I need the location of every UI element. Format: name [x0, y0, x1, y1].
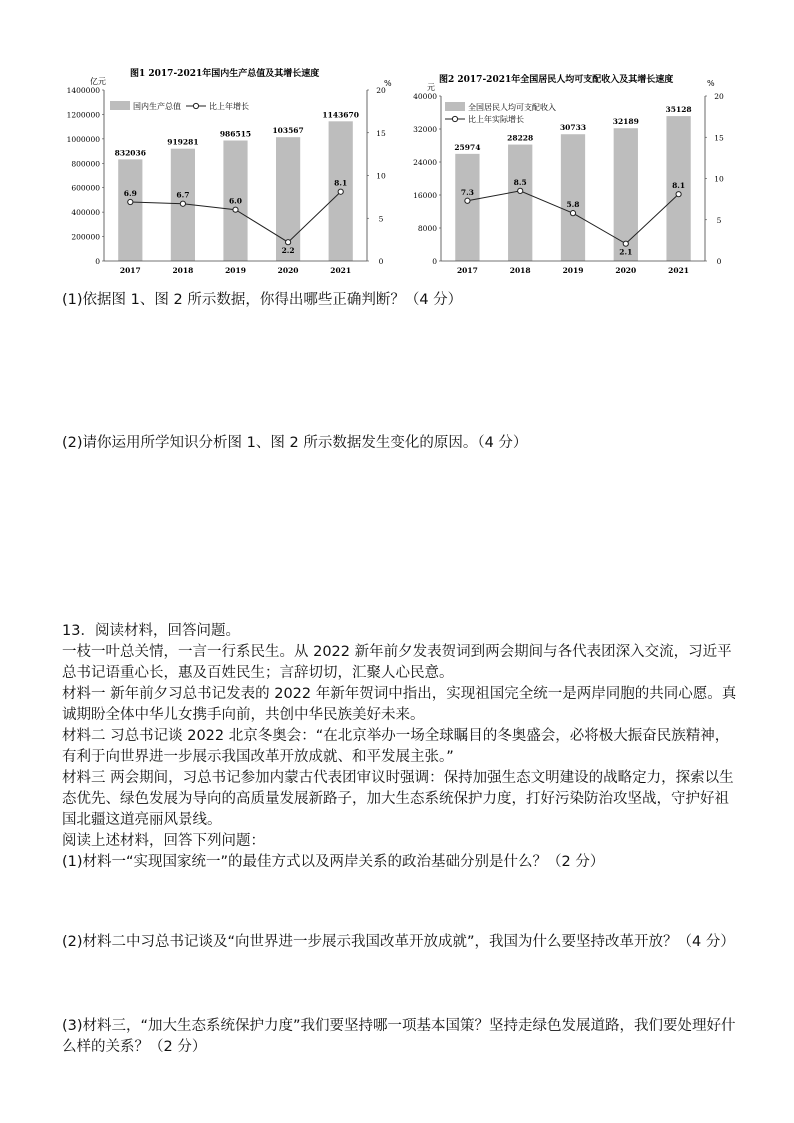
question-12-1: (1)依据图 1、图 2 所示数据，你得出哪些正确判断？（4 分）: [62, 292, 463, 308]
bar: [118, 159, 142, 261]
x-tick-label: 2020: [615, 266, 637, 275]
growth-point: [233, 207, 238, 212]
y-left-tick-label: 1000000: [66, 134, 100, 144]
y-right-tick-label: 10: [714, 174, 724, 184]
bar-value-label: 32189: [612, 117, 639, 127]
growth-point: [180, 201, 185, 206]
y-left-tick-label: 600000: [71, 183, 100, 193]
sub-question-3: (3)材料三，“加大生态系统保护力度”我们要坚持哪一项基本国策？坚持走绿色发展道路，我们要处理好什么样的关系？（2 分）: [62, 1018, 736, 1055]
growth-point: [518, 188, 523, 193]
y-right-tick-label: 20: [376, 86, 386, 95]
read-instruction: 阅读上述材料，回答下列问题：: [62, 833, 265, 849]
sub-question-2: (2)材料二中习总书记谈及“向世界进一步展示我国改革开放成就”，我国为什么要坚持改革开放？（4 分）: [62, 934, 735, 950]
y-left-tick-label: 16000: [413, 191, 437, 200]
y-right-tick-label: 20: [714, 92, 724, 101]
x-tick-label: 2020: [277, 266, 299, 275]
legend-line-marker: [193, 103, 198, 108]
y-left-tick-label: 1400000: [66, 86, 100, 95]
question-13-heading: 13．阅读材料，回答问题。: [62, 623, 240, 639]
bar-value-label: 919281: [167, 137, 199, 147]
growth-point: [465, 198, 470, 203]
growth-value-label: 7.3: [460, 187, 474, 197]
figure-2-right-unit: %: [707, 79, 715, 88]
y-left-tick-label: 0: [432, 257, 437, 266]
y-left-tick-label: 400000: [71, 208, 100, 218]
material-1: 材料一 新年前夕习总书记发表的 2022 年新年贺词中指出，实现祖国完全统一是两岸同胞的共同心愿。真诚期盼全体中华儿女携手向前，共创中华民族美好未来。: [62, 686, 737, 723]
y-left-tick-label: 1200000: [66, 110, 100, 120]
legend-line-marker: [452, 116, 457, 121]
figure-2-income-chart: [405, 62, 735, 282]
legend-bar-swatch: [110, 101, 130, 110]
growth-value-label: 8.1: [334, 178, 348, 188]
question-12-2: (2)请你运用所学知识分析图 1、图 2 所示数据发生变化的原因。（4 分）: [62, 435, 528, 451]
growth-value-label: 5.8: [566, 200, 580, 210]
growth-point: [623, 241, 628, 246]
growth-value-label: 2.2: [281, 246, 295, 256]
growth-value-label: 8.1: [672, 181, 686, 191]
bar-value-label: 35128: [665, 105, 692, 115]
growth-value-label: 6.7: [176, 190, 190, 200]
y-left-tick-label: 32000: [413, 125, 437, 134]
figure-1-title: 图1 2017-2021年国内生产总值及其增长速度: [130, 69, 320, 79]
bar: [561, 134, 585, 261]
figure-2-svg: [405, 62, 735, 282]
x-tick-label: 2021: [668, 266, 690, 275]
figure-1-svg: [60, 62, 410, 282]
growth-value-label: 6.9: [123, 189, 137, 199]
growth-point: [286, 240, 291, 245]
x-tick-label: 2017: [119, 266, 141, 275]
legend-line-label: 比上年增长: [209, 102, 249, 111]
legend-bar-swatch: [445, 102, 465, 111]
y-right-tick-label: 15: [714, 133, 724, 143]
legend-bar-label: 国内生产总值: [133, 102, 181, 111]
bar-value-label: 1143670: [322, 110, 359, 120]
figure-1-gdp-chart: [60, 62, 410, 282]
growth-point: [570, 211, 575, 216]
y-right-tick-label: 5: [378, 214, 384, 224]
y-right-tick-label: 10: [376, 171, 386, 181]
growth-point: [128, 199, 133, 204]
figure-1-right-unit: %: [384, 79, 392, 88]
x-tick-label: 2019: [225, 266, 246, 275]
y-left-tick-label: 800000: [71, 159, 100, 169]
sub-question-1: (1)材料一“实现国家统一”的最佳方式以及两岸关系的政治基础分别是什么？（2 分）: [62, 854, 605, 870]
y-left-tick-label: 200000: [71, 232, 100, 242]
bar-value-label: 30733: [559, 123, 587, 133]
question-13-intro: 一枝一叶总关情，一言一行系民生。从 2022 新年前夕发表贺词到两会期间与各代表团深入交流，习近平总书记语重心长，惠及百姓民生；言辞切切，汇聚人心民意。: [62, 644, 732, 681]
x-tick-label: 2018: [172, 266, 194, 275]
bar-value-label: 986515: [219, 129, 252, 139]
x-tick-label: 2017: [456, 266, 478, 275]
legend-line-label: 比上年实际增长: [468, 115, 524, 124]
material-2: 材料二 习总书记谈 2022 北京冬奥会：“在北京举办一场全球瞩目的冬奥盛会，必将极大振奋民族精神，有利于向世界进一步展示我国改革开放成就、和平发展主张。”: [62, 728, 730, 765]
y-left-tick-label: 0: [95, 257, 100, 266]
bar-value-label: 25974: [454, 142, 481, 152]
x-tick-label: 2019: [562, 266, 584, 275]
y-left-tick-label: 40000: [413, 92, 437, 101]
bar-value-label: 28228: [507, 133, 534, 143]
growth-value-label: 6.0: [228, 196, 243, 206]
y-left-tick-label: 24000: [413, 158, 437, 167]
legend-bar-label: 全国居民人均可支配收入: [468, 103, 556, 112]
bar: [455, 154, 479, 261]
bar: [508, 145, 532, 261]
x-tick-label: 2018: [509, 266, 531, 275]
material-3: 材料三 两会期间，习总书记参加内蒙古代表团审议时强调：保持加强生态文明建设的战略定力，探索以生态优先、绿色发展为导向的高质量发展新路子，加大生态系统保护力度，打好污染防治攻坚战，守护好祖国北疆这道亮丽风景线。: [62, 770, 734, 828]
growth-point: [338, 189, 343, 194]
y-left-tick-label: 8000: [417, 224, 437, 233]
y-right-tick-label: 5: [716, 215, 722, 225]
y-right-tick-label: 15: [376, 128, 386, 138]
x-tick-label: 2021: [330, 266, 352, 275]
figure-1-left-unit: 亿元: [90, 77, 106, 86]
growth-value-label: 8.5: [513, 177, 527, 187]
bar-value-label: 832036: [114, 148, 146, 158]
growth-point: [676, 192, 681, 197]
bar-value-label: 103567: [272, 126, 304, 136]
y-right-tick-label: 0: [716, 257, 722, 266]
figure-2-left-unit: 元: [427, 83, 435, 92]
growth-value-label: 2.1: [619, 247, 633, 257]
y-right-tick-label: 0: [378, 257, 384, 266]
question-13-block: [62, 621, 742, 873]
figure-2-title: 图2 2017-2021年全国居民人均可支配收入及其增长速度: [439, 75, 674, 85]
